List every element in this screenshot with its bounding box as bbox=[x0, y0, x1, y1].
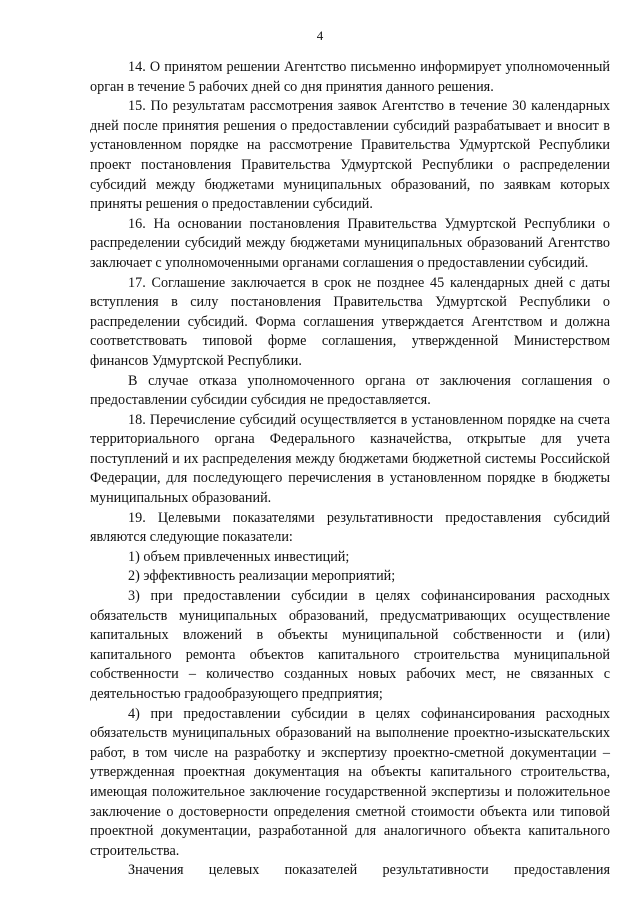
list-item-3: 3) при предоставлении субсидии в целях софинансирования расходных обязательств муниципальных образований, предусматривающих осуществление капитальных вложений в объекты муниципальной собственности и (или) капитального ремонта объектов капитального строительства муниципальной собственности – количество созданных новых рабочих мест, не связанных с деятельностью градообразующего предприятия; bbox=[90, 588, 610, 702]
paragraph-18: 18. Перечисление субсидий осуществляется в установленном порядке на счета территориального органа Федерального казначейства, открытые для учета поступлений и их распределения между бюджетами бюджетной системы Российской Федерации, для последующего перечисления в установленном порядке в бюджеты муниципальных образований. bbox=[90, 411, 610, 507]
paragraph-19: 19. Целевыми показателями результативности предоставления субсидий являются следующие показатели: bbox=[90, 509, 610, 546]
list-item-2: 2) эффективность реализации мероприятий; bbox=[128, 568, 396, 585]
paragraph-15: 15. По результатам рассмотрения заявок Агентство в течение 30 календарных дней после принятия решения о предоставлении субсидий разрабатывает и вносит в установленном порядке на рассмотрение Правительства Удмуртской Республики проект постановления Правительства Удмуртской Республики о распределении субсидий между бюджетами муниципальных образований, по заявкам которых приняты решения о предоставлении субсидий. bbox=[90, 98, 610, 213]
paragraph-16: 16. На основании постановления Правительства Удмуртской Республики о распределении субсидий между бюджетами муниципальных образований Агентство заключает с уполномоченными органами соглашения о предоставлении субсидий. bbox=[90, 215, 610, 271]
paragraph-14: 14. О принятом решении Агентство письменно информирует уполномоченный орган в течение 5 рабочих дней со дня принятия данного решения. bbox=[90, 59, 610, 95]
paragraph-17-refusal: В случае отказа уполномоченного органа от заключения соглашения о предоставлении субсидии субсидия не предоставляется. bbox=[90, 372, 610, 409]
paragraph-target-values: Значения целевых показателей результативности предоставления bbox=[128, 862, 610, 879]
paragraph-17: 17. Соглашение заключается в срок не позднее 45 календарных дней с даты вступления в силу постановления Правительства Удмуртской Республики о распределении субсидий. Форма соглашения утверждается Агентством и должна соответствовать типовой форме соглашения, утвержденной Министерством финансов Удмуртской Республики. bbox=[90, 274, 610, 369]
list-item-4: 4) при предоставлении субсидии в целях софинансирования расходных обязательств муниципальных образований на выполнение проектно-изыскательских работ, в том числе на разработку и экспертизу проектно-сметной документации – утвержденная проектная документация на объекты капитального строительства, имеющая положительное заключение государственной экспертизы и положительное заключение о достоверности определения сметной стоимости объекта или типовой проектной документации, разработанной для аналогичного объекта капитального строительства. bbox=[90, 705, 610, 859]
document-body bbox=[90, 58, 610, 881]
list-item-1: 1) объем привлеченных инвестиций; bbox=[128, 548, 350, 565]
page-number: 4 bbox=[316, 28, 324, 43]
